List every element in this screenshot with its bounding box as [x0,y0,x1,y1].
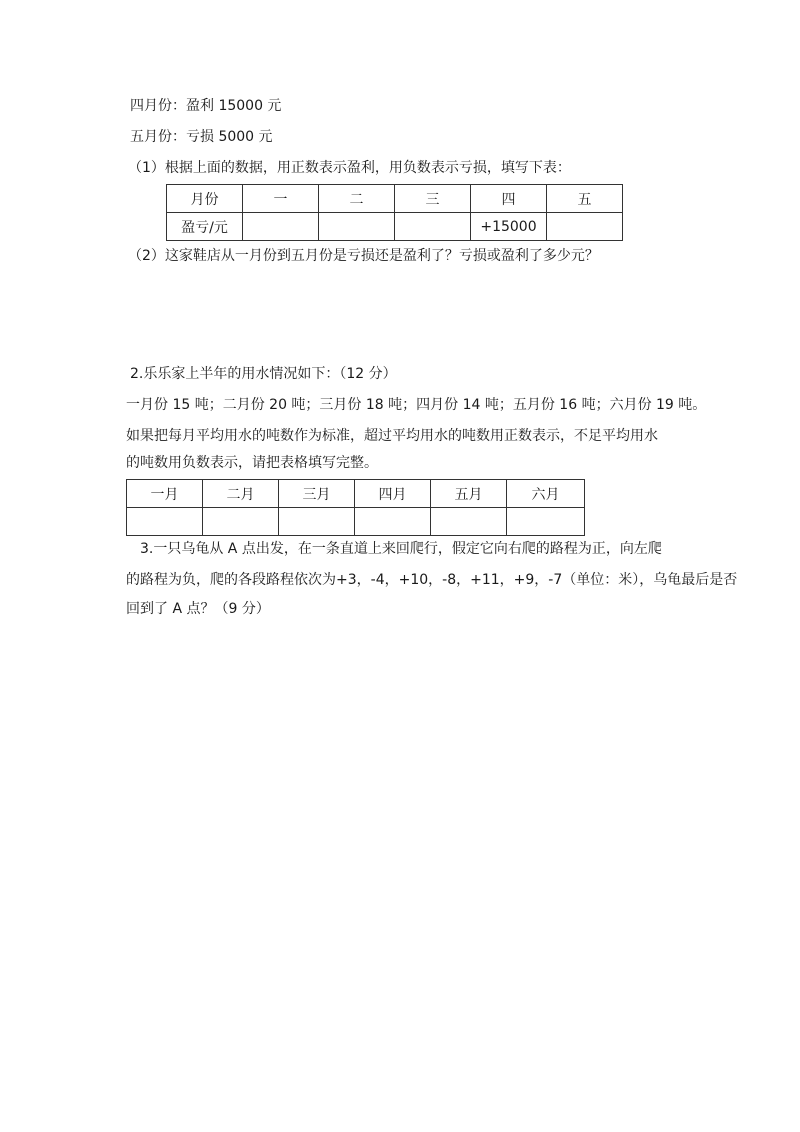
table-cell-blank [431,508,507,536]
question-3-line-2: 的路程为负，爬的各段路程依次为+3，-4，+10，-8，+11，+9，-7（单位：米），乌龟最后是否 [126,572,738,588]
question-3-line-3: 回到了 A 点？（9 分） [126,601,270,617]
table-cell-blank [395,213,471,241]
table-header-cell: 三月 [279,480,355,508]
table-cell: +15000 [471,213,547,241]
table-header-cell: 四月 [355,480,431,508]
april-profit-line: 四月份：盈利 15000 元 [130,98,282,114]
table-header-row [167,185,623,213]
table-header-cell: 二 [319,185,395,213]
table-header-cell: 六月 [507,480,585,508]
table-header-cell: 二月 [203,480,279,508]
table-cell-blank [547,213,623,241]
question-1-part-1: （1）根据上面的数据，用正数表示盈利，用负数表示亏损，填写下表： [128,160,571,176]
table-cell-blank [203,508,279,536]
question-3-line-1: 3.一只乌龟从 A 点出发，在一条直道上来回爬行，假定它向右爬的路程为正，向左爬 [140,541,662,557]
table-header-cell: 四 [471,185,547,213]
table-cell-blank [243,213,319,241]
table-cell-blank [319,213,395,241]
question-2-line-3: 的吨数用负数表示，请把表格填写完整。 [126,455,378,471]
table-cell-blank [127,508,203,536]
table-row [167,213,623,241]
question-2-line-1: 一月份 15 吨；二月份 20 吨；三月份 18 吨；四月份 14 吨；五月份 16 吨；六月份 19 吨。 [126,397,707,413]
table-header-cell: 五月 [431,480,507,508]
table-row [127,508,585,536]
table-header-cell: 一月 [127,480,203,508]
water-usage-table [126,479,585,536]
table-cell-blank [279,508,355,536]
table-header-cell: 一 [243,185,319,213]
table-header-cell: 三 [395,185,471,213]
table-header-row [127,480,585,508]
question-2-line-2: 如果把每月平均用水的吨数作为标准，超过平均用水的吨数用正数表示，不足平均用水 [126,428,658,444]
table-header-cell: 五 [547,185,623,213]
table-header-cell: 月份 [167,185,243,213]
may-loss-line: 五月份：亏损 5000 元 [130,129,273,145]
profit-loss-table [166,184,623,241]
table-cell-blank [507,508,585,536]
question-2-title: 2.乐乐家上半年的用水情况如下：（12 分） [130,366,397,382]
table-cell: 盈亏/元 [167,213,243,241]
table-cell-blank [355,508,431,536]
question-1-part-2: （2）这家鞋店从一月份到五月份是亏损还是盈利了？亏损或盈利了多少元？ [128,248,599,264]
